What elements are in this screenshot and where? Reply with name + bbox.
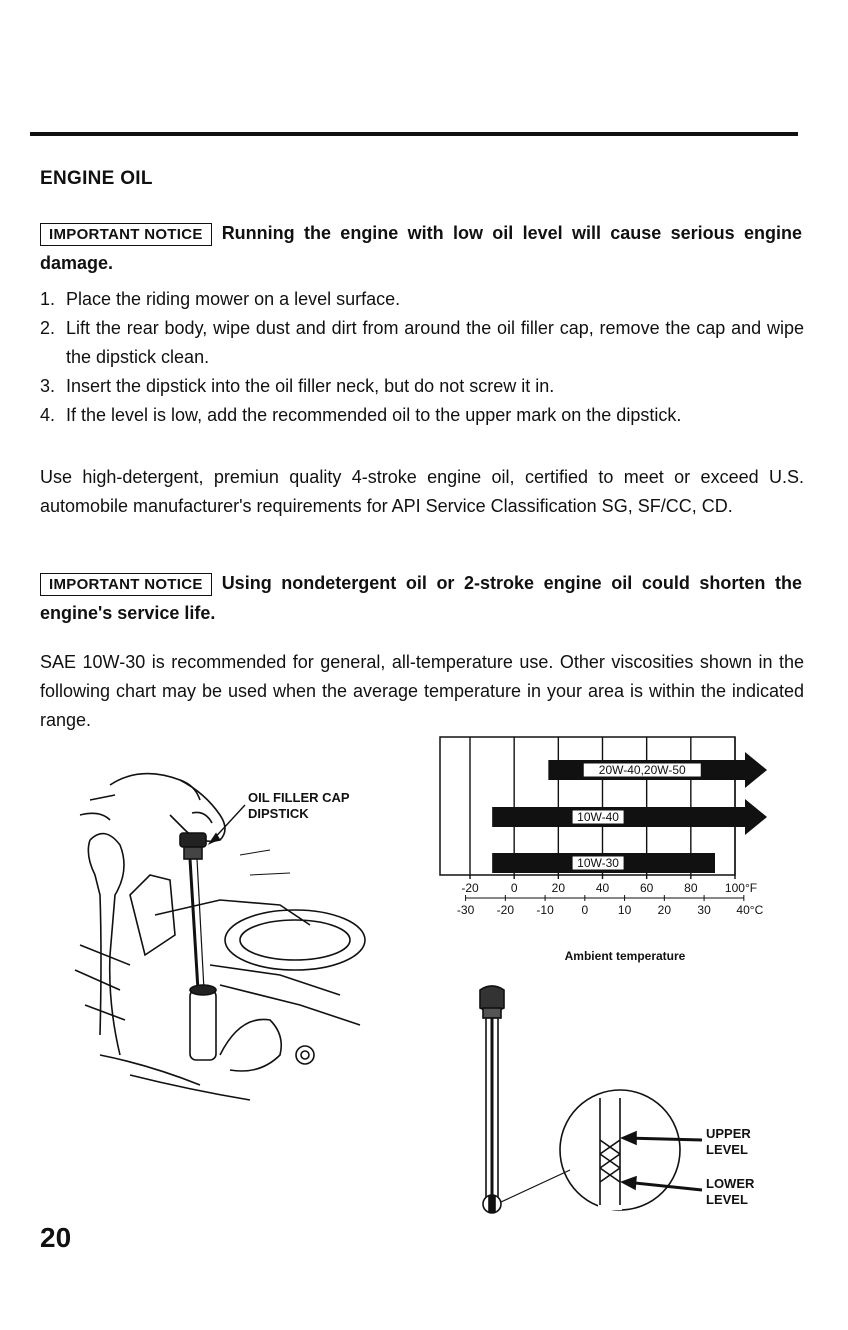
chart-tick-label-f: -20: [461, 881, 479, 895]
chart-tick-label-f: 0: [510, 881, 518, 895]
step-item: 4. If the level is low, add the recommended oil to the upper mark on the dipstick.: [40, 405, 682, 425]
upper-level-label-1: UPPER: [706, 1126, 751, 1141]
dipstick-label: DIPSTICK: [248, 806, 309, 821]
chart-tick-label-f: 100°F: [724, 881, 758, 895]
upper-level-label-2: LEVEL: [706, 1142, 748, 1157]
step-item: 1. Place the riding mower on a level surface.: [40, 289, 401, 309]
lower-level-label-1: LOWER: [706, 1176, 755, 1191]
section-title: ENGINE OIL: [40, 168, 153, 189]
chart-tick-label-c: -10: [536, 903, 554, 917]
viscosity-bar-arrow: [745, 799, 767, 835]
engine-illustration: [70, 755, 370, 1105]
viscosity-chart: [440, 735, 800, 965]
page-number: 20: [40, 1222, 72, 1253]
chart-tick-label-c: 40°C: [736, 903, 764, 917]
notice-1-text: Running the engine with low oil level will cause serious engine damage.: [40, 223, 802, 273]
chart-tick-label-f: 40: [595, 881, 610, 895]
chart-tick-label-f: 20: [551, 881, 566, 895]
chart-tick-label-c: -20: [496, 903, 515, 917]
notice-2-text: Using nondetergent oil or 2-stroke engine oil could shorten the engine's service life.: [40, 573, 802, 623]
oil-type-paragraph: Use high-detergent, premiun quality 4-stroke engine oil, certified to meet or exceed U.S. automobile manufacturer's requirements for API Service Classification SG, SF/CC, CD.: [40, 467, 804, 516]
chart-bars: [492, 752, 767, 873]
oil-filler-cap-label: OIL FILLER CAP: [248, 790, 350, 805]
lower-level-label-2: LEVEL: [706, 1192, 748, 1207]
chart-tick-label-c: 10: [617, 903, 632, 917]
important-notice-badge: IMPORTANT NOTICE: [40, 223, 212, 246]
instruction-steps: [40, 285, 804, 430]
chart-xlabel: Ambient temperature: [564, 949, 686, 963]
chart-tick-label-c: -30: [456, 903, 475, 917]
chart-tick-label-c: 20: [657, 903, 672, 917]
chart-tick-label-f: 80: [684, 881, 698, 895]
notice-2: [40, 568, 802, 628]
chart-tick-label-c: 30: [697, 903, 711, 917]
step-item: 2. Lift the rear body, wipe dust and dirt from around the oil filler cap, remove the cap and wipe the dipstick clean.: [40, 318, 804, 367]
chart-ticks-celsius: [457, 895, 764, 917]
chart-tick-label-f: 60: [639, 881, 654, 895]
dipstick-illustration: [470, 980, 800, 1230]
chart-tick-label-c: 0: [581, 903, 589, 917]
chart-ticks-fahrenheit: [461, 881, 757, 895]
viscosity-bar-arrow: [745, 752, 767, 788]
important-notice-badge: IMPORTANT NOTICE: [40, 573, 212, 596]
viscosity-paragraph: SAE 10W-30 is recommended for general, all-temperature use. Other viscosities shown in the following chart may be used when the average temperature in your area is within the indicated range.: [40, 652, 804, 730]
step-item: 3. Insert the dipstick into the oil filler neck, but do not screw it in.: [40, 376, 555, 396]
viscosity-label: 20W-40,20W-50: [598, 763, 686, 777]
viscosity-label: 10W-40: [577, 810, 619, 824]
notice-1: [40, 218, 802, 278]
header-rule: [30, 132, 798, 136]
viscosity-label: 10W-30: [577, 856, 619, 870]
